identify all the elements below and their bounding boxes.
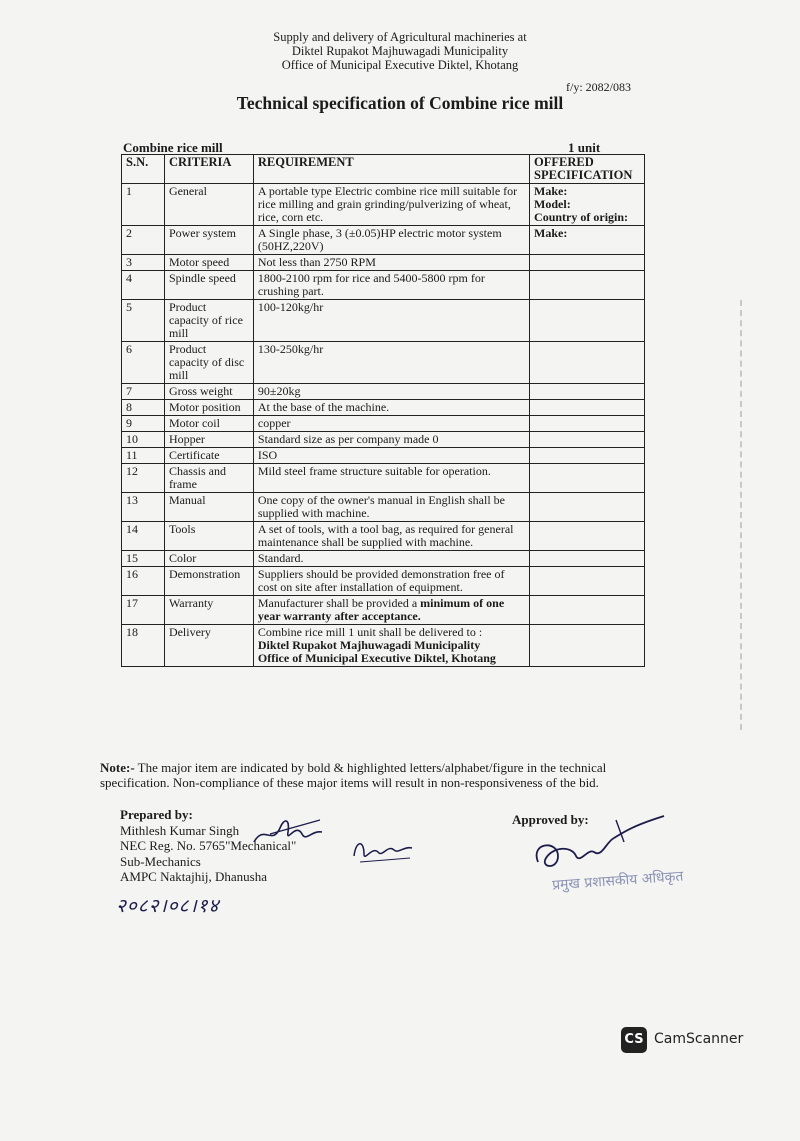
requirement-text: Manufacturer shall be provided a [257,596,421,610]
table-row [122,551,645,567]
table-header-row [122,155,645,184]
cell-requirement: copper [253,416,529,432]
note-text: The major item are indicated by bold & highlighted letters/alphabet/figure in the technical specification. Non-compliance of these major items will result in non-responsiveness of the bid. [100,760,607,790]
table-row [122,271,645,300]
cell-requirement: 100-120kg/hr [253,300,529,342]
cell-requirement: 90±20kg [253,384,529,400]
table-row [122,255,645,271]
table-body [122,184,645,667]
cell-criteria: Product capacity of rice mill [164,300,253,342]
cell-offered [530,493,645,522]
camscanner-logo-icon: CS [621,1027,647,1053]
cell-criteria: Warranty [164,596,253,625]
cell-criteria: Motor position [164,400,253,416]
cell-sn: 4 [122,271,165,300]
cell-criteria: Motor speed [164,255,253,271]
cell-requirement: Not less than 2750 RPM [253,255,529,271]
table-row [122,432,645,448]
table-row [122,596,645,625]
cell-requirement [253,625,529,667]
header-line-2: Diktel Rupakot Majhuwagadi Municipality [291,44,509,58]
table-row [122,464,645,493]
table-row [122,300,645,342]
table-row [122,522,645,551]
cell-criteria: Tools [164,522,253,551]
header-line-3: Office of Municipal Executive Diktel, Khotang [281,58,519,72]
cell-sn: 17 [122,596,165,625]
cell-criteria: General [164,184,253,226]
cell-criteria: Delivery [164,625,253,667]
cell-criteria: Manual [164,493,253,522]
cell-offered [530,384,645,400]
preparer-office: AMPC Naktajhij, Dhanusha [120,869,267,884]
cell-requirement: ISO [253,448,529,464]
cell-offered [530,448,645,464]
item-quantity: 1 unit [568,140,601,155]
cell-offered [530,342,645,384]
checker-signature [350,832,420,868]
table-row [122,342,645,384]
table-row [122,400,645,416]
camscanner-label: CamScanner [654,1031,744,1047]
cell-requirement: A set of tools, with a tool bag, as required for general maintenance shall be supplied with machine. [253,522,529,551]
cell-requirement: 130-250kg/hr [253,342,529,384]
prepared-by-heading: Prepared by: [120,807,193,822]
cell-requirement: A Single phase, 3 (±0.05)HP electric motor system (50HZ,220V) [253,226,529,255]
cell-criteria: Hopper [164,432,253,448]
cell-sn: 15 [122,551,165,567]
cell-criteria: Motor coil [164,416,253,432]
cell-offered [530,400,645,416]
cell-offered [530,522,645,551]
cell-offered [530,271,645,300]
table-row [122,493,645,522]
cell-criteria: Spindle speed [164,271,253,300]
table-row [122,448,645,464]
cell-requirement: Standard size as per company made 0 [253,432,529,448]
table-row [122,567,645,596]
cell-requirement: Standard. [253,551,529,567]
cell-requirement: Mild steel frame structure suitable for operation. [253,464,529,493]
preparer-position: Sub-Mechanics [120,853,201,869]
cell-criteria: Power system [164,226,253,255]
cell-offered [530,416,645,432]
document-title: Technical specification of Combine rice mill [236,93,564,113]
document-header [0,30,800,72]
cell-offered: Make: Model: Country of origin: [530,184,645,226]
specification-table [121,154,645,667]
cell-criteria: Product capacity of disc mill [164,342,253,384]
cell-sn: 18 [122,625,165,667]
cell-requirement [253,596,529,625]
cell-offered [530,625,645,667]
table-row [122,384,645,400]
table-row [122,184,645,226]
cell-sn: 1 [122,184,165,226]
cell-offered [530,300,645,342]
preparer-name: Mithlesh Kumar Singh [120,822,240,838]
table-row [122,226,645,255]
cell-criteria: Gross weight [164,384,253,400]
requirement-text: Combine rice mill 1 unit shall be delivered to : [257,625,483,639]
cell-offered [530,255,645,271]
cell-requirement: Suppliers should be provided demonstration free of cost on site after installation of equipment. [253,567,529,596]
cell-sn: 9 [122,416,165,432]
column-header-sn: S.N. [122,155,165,184]
table-row [122,625,645,667]
cell-offered [530,567,645,596]
note [100,760,660,790]
cell-sn: 2 [122,226,165,255]
cell-sn: 7 [122,384,165,400]
column-header-requirement: REQUIREMENT [253,155,529,184]
cell-sn: 8 [122,400,165,416]
cell-sn: 13 [122,493,165,522]
fiscal-year: f/y: 2082/083 [566,80,631,94]
requirement-bold-text: minimum of one year warranty after acceptance. [257,596,505,623]
cell-sn: 10 [122,432,165,448]
cell-requirement: A portable type Electric combine rice mill suitable for rice milling and grain grinding/pulverizing of wheat, rice, corn etc. [253,184,529,226]
item-name: Combine rice mill [123,140,223,155]
cell-criteria: Chassis and frame [164,464,253,493]
requirement-bold-text: Diktel Rupakot Majhuwagadi Municipality Office of Municipal Executive Diktel, Khotang [257,638,496,665]
cell-sn: 3 [122,255,165,271]
cell-criteria: Color [164,551,253,567]
cell-sn: 11 [122,448,165,464]
table-row [122,416,645,432]
cell-offered [530,551,645,567]
cell-sn: 14 [122,522,165,551]
cell-requirement: At the base of the machine. [253,400,529,416]
preparer-signature [250,812,330,852]
handwritten-date: २०८२।०८।१४ [116,895,220,917]
cell-offered [530,464,645,493]
cell-requirement: 1800-2100 rpm for rice and 5400-5800 rpm for crushing part. [253,271,529,300]
cell-sn: 5 [122,300,165,342]
cell-sn: 16 [122,567,165,596]
note-lead: Note:- [100,760,135,775]
column-header-criteria: CRITERIA [164,155,253,184]
header-line-1: Supply and delivery of Agricultural machineries at [273,30,527,44]
cell-sn: 6 [122,342,165,384]
cell-requirement: One copy of the owner's manual in English shall be supplied with machine. [253,493,529,522]
cell-offered: Make: [530,226,645,255]
office-stamp: प्रमुख प्रशासकीय अधिकृत [551,868,684,894]
cell-sn: 12 [122,464,165,493]
cell-criteria: Demonstration [164,567,253,596]
approved-by-heading: Approved by: [512,812,589,827]
cell-offered [530,596,645,625]
cell-criteria: Certificate [164,448,253,464]
column-header-offered: OFFERED SPECIFICATION [530,155,645,184]
scan-edge-marks [734,300,742,730]
cell-offered [530,432,645,448]
preparer-registration: NEC Reg. No. 5765"Mechanical" [120,838,297,853]
